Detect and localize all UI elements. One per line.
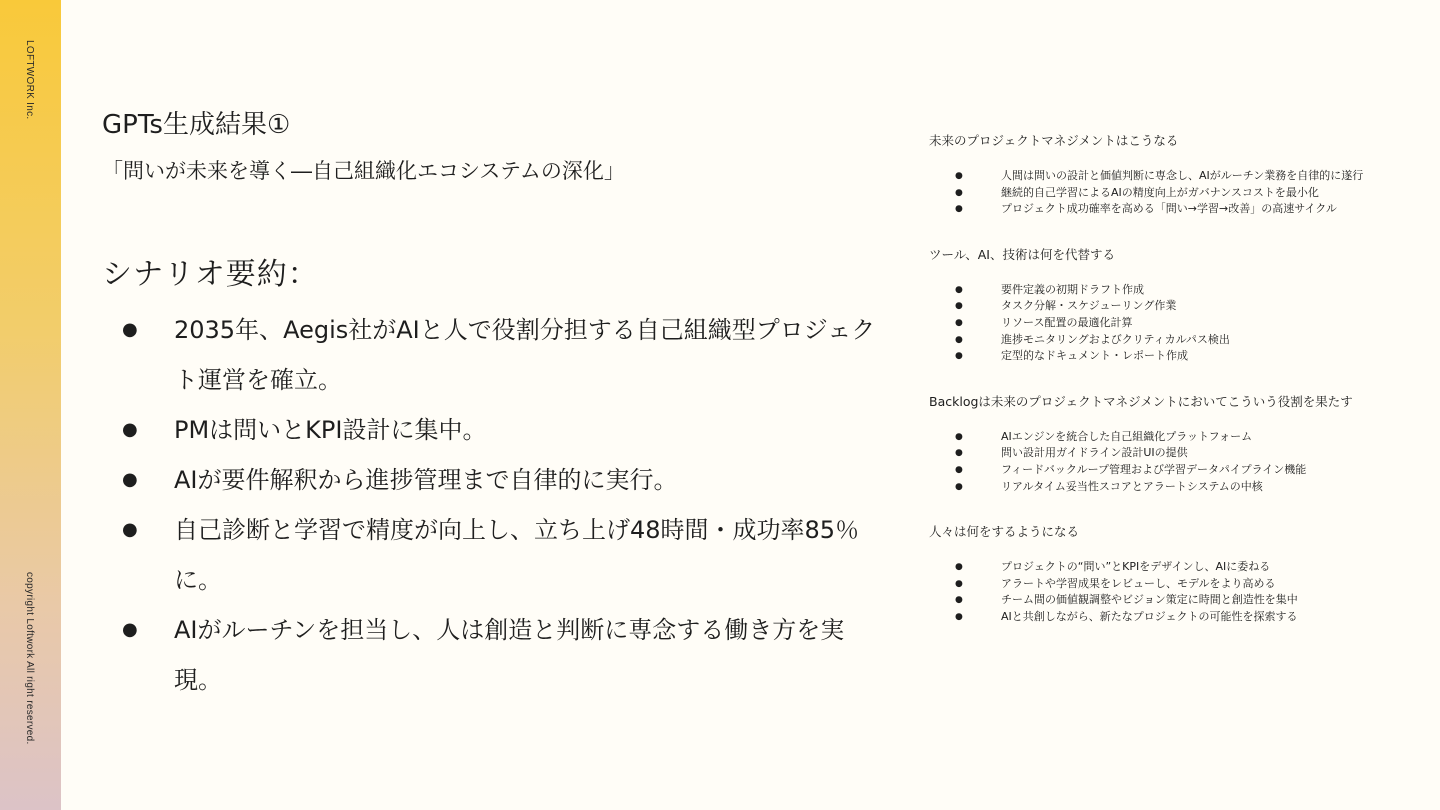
- list-item: ● プロジェクトの“問い”とKPIをデザインし、AIに委ねる: [929, 559, 1419, 576]
- bullet-icon: ●: [955, 448, 963, 459]
- bullet-icon: ●: [122, 419, 138, 440]
- bullet-icon: ●: [122, 519, 138, 540]
- bullet-icon: ●: [122, 469, 138, 490]
- list-item: ● 要件定義の初期ドラフト作成: [929, 282, 1419, 299]
- summary-heading: シナリオ要約：: [102, 257, 319, 292]
- slide-subtitle: 「問いが未来を導く―自己組織化エコシステムの深化」: [102, 159, 625, 183]
- list-item: ● 進捗モニタリングおよびクリティカルパス検出: [929, 332, 1419, 349]
- list-item: ● アラートや学習成果をレビューし、モデルをより高める: [929, 576, 1419, 593]
- list-item: ● 人間は問いの設計と価値判断に専念し、AIがルーチン業務を自律的に遂行: [929, 168, 1419, 185]
- bullet-icon: ●: [955, 171, 963, 181]
- detail-column: [929, 132, 1419, 654]
- bullet-icon: ●: [955, 481, 963, 492]
- section-heading: Backlogは未来のプロジェクトマネジメントにおいてこういう役割を果たす: [929, 393, 1353, 409]
- list-item: ● リアルタイム妥当性スコアとアラートシステムの中核: [929, 479, 1419, 496]
- bullet-icon: ●: [955, 562, 963, 573]
- list-item: ● プロジェクト成功確率を高める「問い→学習→改善」の高速サイクル: [929, 201, 1419, 218]
- list-item: ● リソース配置の最適化計算: [929, 315, 1419, 332]
- bullet-icon: ●: [955, 204, 963, 215]
- brand-sidebar: [0, 0, 61, 810]
- section-list: [929, 282, 1419, 365]
- summary-bullet: ● AIがルーチンを担当し、人は創造と判断に専念する働き方を実現。: [118, 605, 888, 705]
- section-backlog-role: [929, 393, 1419, 495]
- summary-bullet: ● AIが要件解釈から進捗管理まで自律的に実行。: [118, 455, 888, 505]
- list-item: ● AIエンジンを統合した自己組織化プラットフォーム: [929, 429, 1419, 446]
- list-item: ● AIと共創しながら、新たなプロジェクトの可能性を探索する: [929, 609, 1419, 626]
- bullet-icon: ●: [955, 595, 963, 606]
- bullet-icon: ●: [955, 464, 963, 475]
- bullet-icon: ●: [955, 351, 963, 362]
- summary-bullet: ● PMは問いとKPI設計に集中。: [118, 405, 888, 455]
- brand-label: LOFTWORK Inc.: [24, 40, 35, 120]
- summary-bullet: ● 自己診断と学習で精度が向上し、立ち上げ48時間・成功率85％に。: [118, 505, 888, 605]
- bullet-icon: ●: [955, 301, 963, 312]
- bullet-icon: ●: [955, 334, 963, 345]
- bullet-icon: ●: [122, 319, 138, 340]
- list-item: ● タスク分解・スケジューリング作業: [929, 298, 1419, 315]
- bullet-icon: ●: [955, 431, 963, 442]
- section-future-pm: [929, 132, 1419, 218]
- bullet-icon: ●: [955, 317, 963, 328]
- section-list: [929, 429, 1419, 495]
- section-heading: 人々は何をするようになる: [929, 524, 1080, 540]
- bullet-icon: ●: [955, 187, 963, 198]
- bullet-icon: ●: [955, 611, 963, 622]
- section-list: [929, 168, 1419, 218]
- bullet-icon: ●: [955, 578, 963, 589]
- slide-title: GPTs生成結果①: [102, 110, 291, 140]
- summary-bullet: ● 2035年、Aegis社がAIと人で役割分担する自己組織型プロジェクト運営を確立。: [118, 305, 888, 405]
- section-heading: ツール、AI、技術は何を代替する: [929, 246, 1115, 262]
- bullet-icon: ●: [955, 284, 963, 295]
- section-heading: 未来のプロジェクトマネジメントはこうなる: [929, 133, 1179, 148]
- copyright-label: copyright Loftwork All right reserved.: [24, 572, 35, 745]
- summary-list: [118, 305, 888, 705]
- section-replaced-by-ai: [929, 246, 1419, 365]
- list-item: ● チーム間の価値観調整やビジョン策定に時間と創造性を集中: [929, 592, 1419, 609]
- section-people-role: [929, 523, 1419, 625]
- bullet-icon: ●: [122, 619, 138, 640]
- list-item: ● 継続的自己学習によるAIの精度向上がガバナンスコストを最小化: [929, 185, 1419, 202]
- list-item: ● フィードバックループ管理および学習データパイプライン機能: [929, 462, 1419, 479]
- list-item: ● 定型的なドキュメント・レポート作成: [929, 348, 1419, 365]
- section-list: [929, 559, 1419, 625]
- list-item: ● 問い設計用ガイドライン設計UIの提供: [929, 445, 1419, 462]
